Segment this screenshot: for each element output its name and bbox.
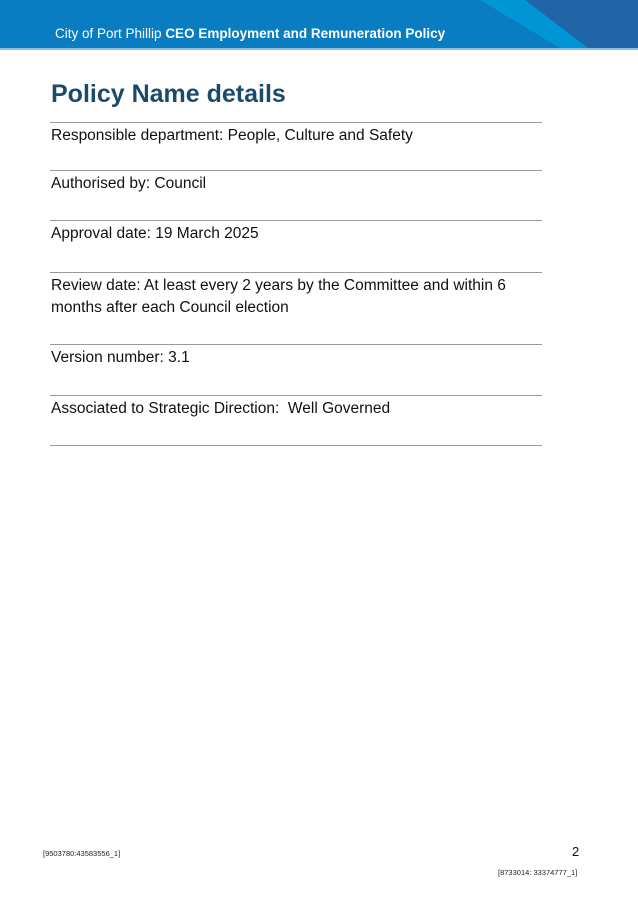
page-number: 2 [572,844,580,859]
page-header [0,0,638,48]
detail-text: Review date: At least every 2 years by the Committee and within 6 months after each Council election [51,277,506,316]
header-policy-title: CEO Employment and Remuneration Policy [165,26,446,41]
detail-text: Version number: 3.1 [51,349,190,366]
header-org-name: City of Port Phillip [55,26,162,41]
detail-row-approval-date [50,220,542,245]
detail-row-review-date [50,272,542,319]
detail-text: Authorised by: Council [51,175,207,192]
divider [50,445,542,446]
header-title [55,26,445,41]
detail-row-version [50,344,542,369]
detail-text: Associated to Strategic Direction: Well Governed [51,400,391,417]
detail-row-department [50,122,542,147]
detail-row-authorised [50,170,542,195]
footer-doc-ref-right: [8733014: 33374777_1] [498,868,578,877]
footer-doc-ref-left: [9503780:43583556_1] [43,849,121,858]
detail-text: Approval date: 19 March 2025 [51,225,259,242]
detail-row-strategic-direction [50,395,542,420]
page-title: Policy Name details [51,80,286,108]
header-underline [0,48,638,50]
detail-text: Responsible department: People, Culture and Safety [51,127,413,144]
